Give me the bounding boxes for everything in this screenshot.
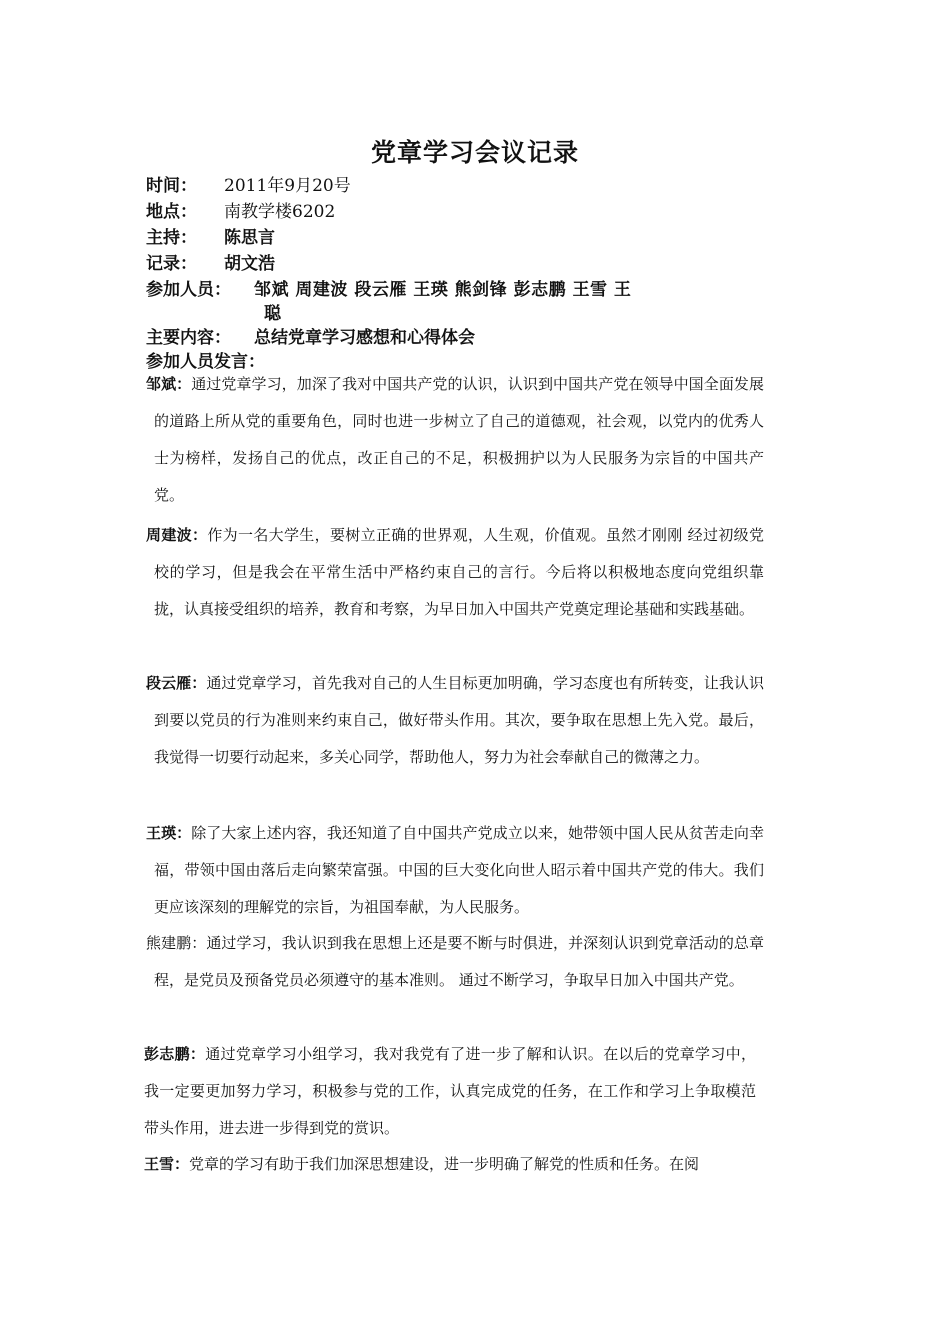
place-value: 南教学楼6202 — [224, 202, 336, 222]
speaker-name: 熊建鹏： — [146, 934, 207, 952]
speech-text: 通过党章学习小组学习，我对我党有了进一步了解和认识。在以后的党章学习中，我一定要更加努力学习，积极参与党的工作，认真完成党的任务，在工作和学习上争取模范带头作用，进去进一步得到党的赏识。 — [144, 1045, 756, 1137]
speaker-name: 王雪： — [144, 1155, 190, 1173]
speaker-name: 段云雁： — [146, 674, 207, 692]
speaker-name: 邹斌： — [146, 375, 192, 393]
speaker-name: 彭志鹏： — [144, 1045, 206, 1063]
meta-attendees-cont — [264, 302, 281, 326]
speech-xiongjianpeng — [146, 925, 764, 999]
meta-attendees — [146, 278, 631, 302]
speech-text: 除了大家上述内容，我还知道了自中国共产党成立以来，她带领中国人民从贫苦走向幸福，带领中国由落后走向繁荣富强。中国的巨大变化向世人昭示着中国共产党的伟大。我们更应该深刻的理解党的宗旨，为祖国奉献，为人民服务。 — [154, 824, 764, 916]
meta-host — [146, 226, 275, 250]
content-label: 主要内容： — [146, 328, 231, 348]
speech-duanyunyan — [146, 665, 764, 776]
attendees-line2: 聪 — [264, 304, 281, 324]
speech-pengzhipeng — [144, 1036, 756, 1147]
speech-text: 党章的学习有助于我们加深思想建设，进一步明确了解党的性质和任务。在阅 — [189, 1155, 700, 1173]
speech-text: 通过党章学习，首先我对自己的人生目标更加明确，学习态度也有所转变，让我认识到要以党员的行为准则来约束自己，做好带头作用。其次，要争取在思想上先入党。最后，我觉得一切要行动起来，多关心同学，帮助他人，努力为社会奉献自己的微薄之力。 — [154, 674, 764, 766]
recorder-label: 记录： — [146, 254, 197, 274]
speech-text: 通过学习，我认识到我在思想上还是要不断与时俱进，并深刻认识到党章活动的总章程，是党员及预备党员必须遵守的基本准则。 通过不断学习，争取早日加入中国共产党。 — [154, 934, 764, 989]
meta-time — [146, 174, 351, 198]
meta-place — [146, 200, 335, 224]
speech-wangying — [146, 815, 764, 926]
attendees-line1: 邹斌 周建波 段云雁 王瑛 熊剑锋 彭志鹏 王雪 王 — [254, 280, 632, 300]
speech-zoubin — [146, 366, 764, 514]
speaker-name: 王瑛： — [146, 824, 192, 842]
host-label: 主持： — [146, 228, 197, 248]
meta-recorder — [146, 252, 275, 276]
speeches-label: 参加人员发言： — [146, 352, 265, 372]
speech-zhoujianbo — [146, 517, 764, 628]
meta-content — [146, 326, 475, 350]
recorder-value: 胡文浩 — [224, 254, 275, 274]
time-label: 时间： — [146, 176, 197, 196]
speech-wangxue — [144, 1146, 756, 1183]
speaker-name: 周建波： — [146, 526, 208, 544]
speech-text: 通过党章学习，加深了我对中国共产党的认识，认识到中国共产党在领导中国全面发展的道路上所从党的重要角色，同时也进一步树立了自己的道德观，社会观，以党内的优秀人士为榜样，发扬自己的优点，改正自己的不足，积极拥护以为人民服务为宗旨的中国共产党。 — [154, 375, 764, 504]
page-title: 党章学习会议记录 — [370, 138, 579, 167]
time-value: 2011年9月20号 — [224, 176, 351, 196]
place-label: 地点： — [146, 202, 197, 222]
content-value: 总结党章学习感想和心得体会 — [254, 328, 475, 348]
host-value: 陈思言 — [224, 228, 275, 248]
speech-text: 作为一名大学生，要树立正确的世界观，人生观，价值观。虽然才刚刚 经过初级党校的学习，但是我会在平常生活中严格约束自己的言行。今后将以积极地态度向党组织靠拢，认真接受组织的培养，教育和考察，为早日加入中国共产党奠定理论基础和实践基础。 — [154, 526, 764, 618]
attendees-label: 参加人员： — [146, 280, 231, 300]
